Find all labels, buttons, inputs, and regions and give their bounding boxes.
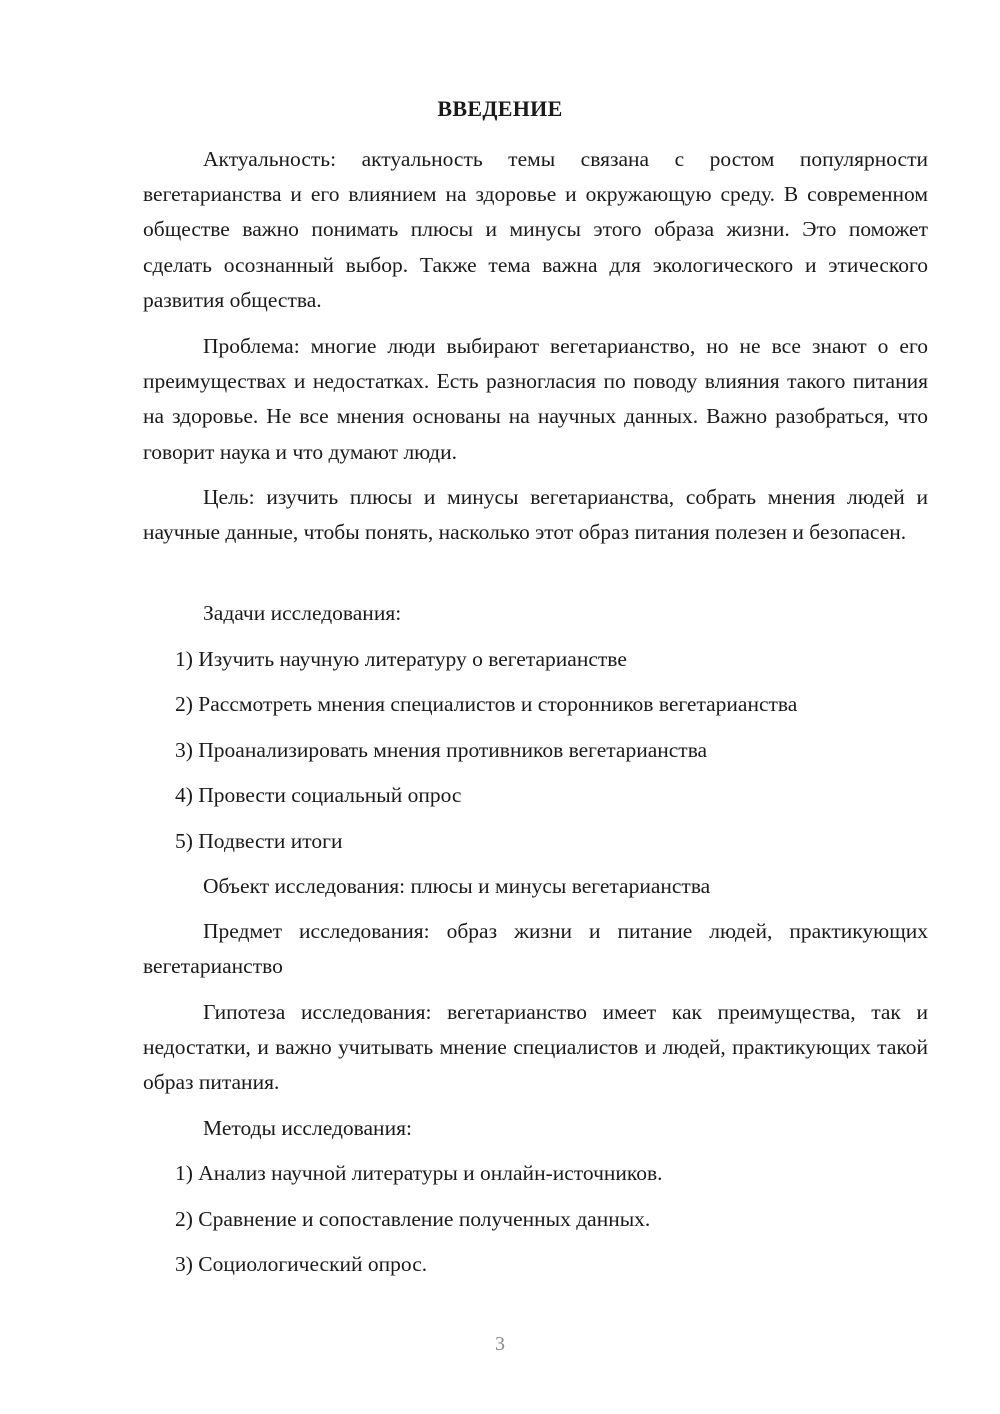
method-item: 1) Анализ научной литературы и онлайн-источников. [175, 1161, 663, 1185]
tasks-heading: Задачи исследования: [203, 601, 402, 625]
method-item: 3) Социологический опрос. [175, 1252, 428, 1276]
page-title: ВВЕДЕНИЕ [437, 96, 563, 121]
subject-paragraph: Предмет исследования: образ жизни и питание людей, практикующих вегетарианство [143, 919, 928, 979]
problem-paragraph: Проблема: многие люди выбирают вегетарианство, но не все знают о его преимуществах и недостатках. Есть разногласия по поводу влияния такого питания на здоровье. Не все мнения основаны на научных данных. Важно разобраться, что говорит наука и что думают люди. [143, 334, 928, 464]
methods-heading: Методы исследования: [203, 1116, 412, 1140]
relevance-paragraph: Актуальность: актуальность темы связана с ростом популярности вегетарианства и его влиянием на здоровье и окружающую среду. В современном обществе важно понимать плюсы и минусы этого образа жизни. Это поможет сделать осознанный выбор. Также тема важна для экологического и этического развития общества. [143, 147, 928, 312]
task-item: 4) Провести социальный опрос [175, 783, 462, 807]
method-item: 2) Сравнение и сопоставление полученных данных. [175, 1207, 651, 1231]
hypothesis-paragraph: Гипотеза исследования: вегетарианство имеет как преимущества, так и недостатки, и важно учитывать мнение специалистов и людей, практикующих такой образ питания. [143, 1000, 928, 1095]
task-item: 2) Рассмотреть мнения специалистов и сторонников вегетарианства [175, 692, 798, 716]
task-item: 3) Проанализировать мнения противников вегетарианства [175, 738, 708, 762]
task-item: 5) Подвести итоги [175, 829, 343, 853]
object-line: Объект исследования: плюсы и минусы вегетарианства [203, 874, 711, 898]
goal-paragraph: Цель: изучить плюсы и минусы вегетарианства, собрать мнения людей и научные данные, чтобы понять, насколько этот образ питания полезен и безопасен. [143, 485, 928, 545]
page-number: 3 [495, 1333, 505, 1355]
task-item: 1) Изучить научную литературу о вегетарианстве [175, 647, 627, 671]
